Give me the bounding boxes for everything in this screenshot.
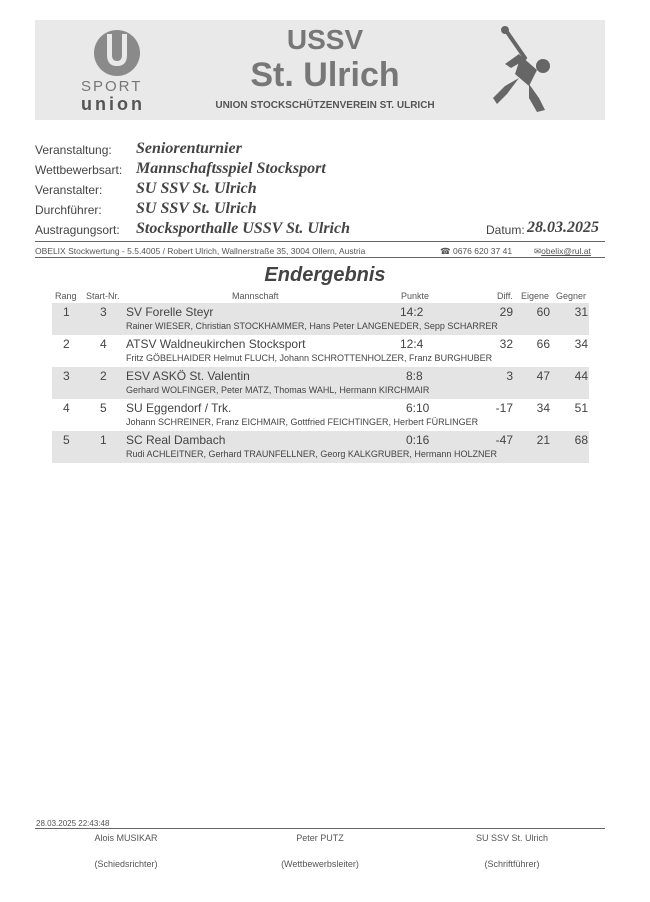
cell-diff: -47 bbox=[495, 433, 513, 447]
cell-team: ATSV Waldneukirchen Stocksport bbox=[126, 337, 306, 351]
cell-rang: 1 bbox=[63, 305, 70, 319]
print-timestamp: 28.03.2025 22:43:48 bbox=[36, 819, 110, 828]
signature-line bbox=[35, 828, 605, 829]
table-row bbox=[52, 399, 589, 431]
logo-sport-text: SPORT bbox=[81, 78, 143, 95]
cell-punkte: 0:16 bbox=[406, 433, 430, 447]
signature-name-secretary: SU SSV St. Ulrich bbox=[475, 833, 549, 843]
cell-players: Fritz GÖBELHAIDER Helmut FLUCH, Johann SCHROTTENHOLZER, Franz BURGHUBER bbox=[126, 353, 493, 363]
club-full-name: UNION STOCKSCHÜTZENVEREIN ST. ULRICH bbox=[215, 100, 435, 111]
club-short-name: USSV bbox=[286, 24, 364, 55]
cell-players: Gerhard WOLFINGER, Peter MATZ, Thomas WAHL, Hermann KIRCHMAIR bbox=[126, 385, 430, 395]
club-name: St. Ulrich bbox=[250, 56, 400, 94]
sport-union-logo-icon bbox=[93, 28, 141, 78]
cell-players: Rudi ACHLEITNER, Gerhard TRAUNFELLNER, Georg KALKGRUBER, Hermann HOLZNER bbox=[126, 449, 497, 459]
cell-eigene: 21 bbox=[536, 433, 550, 447]
col-header-eigene: Eigene bbox=[521, 291, 550, 301]
cell-diff: 29 bbox=[499, 305, 513, 319]
col-header-diff: Diff. bbox=[497, 291, 513, 301]
cell-diff: 3 bbox=[506, 369, 513, 383]
table-row bbox=[52, 431, 589, 463]
cell-rang: 5 bbox=[63, 433, 70, 447]
info-label: Veranstaltung: bbox=[35, 143, 112, 157]
table-row bbox=[52, 303, 589, 335]
date-value: 28.03.2025 bbox=[527, 219, 599, 236]
info-value: Stocksporthalle USSV St. Ulrich bbox=[136, 220, 350, 237]
phone-number: 0676 620 37 41 bbox=[452, 246, 513, 256]
phone-contact bbox=[440, 246, 512, 257]
cell-team: SU Eggendorf / Trk. bbox=[126, 401, 232, 415]
signature-name-referee: Alois MUSIKAR bbox=[94, 833, 158, 843]
logo-union-text: union bbox=[81, 94, 145, 114]
cell-start: 5 bbox=[100, 401, 107, 415]
stock-player-icon bbox=[485, 24, 560, 114]
info-label: Durchführer: bbox=[35, 203, 102, 217]
divider bbox=[35, 241, 605, 242]
cell-punkte: 8:8 bbox=[406, 369, 423, 383]
cell-diff: -17 bbox=[495, 401, 513, 415]
results-title: Endergebnis bbox=[264, 264, 386, 286]
cell-rang: 2 bbox=[63, 337, 70, 351]
cell-team: SV Forelle Steyr bbox=[126, 305, 214, 319]
info-value: SU SSV St. Ulrich bbox=[136, 180, 257, 197]
col-header-team: Mannschaft bbox=[232, 291, 279, 301]
col-header-punkte: Punkte bbox=[401, 291, 430, 301]
cell-players: Johann SCHREINER, Franz EICHMAIR, Gottfried FEICHTINGER, Herbert FÜRLINGER bbox=[126, 417, 479, 427]
cell-rang: 4 bbox=[63, 401, 70, 415]
signature-role-competition-lead: (Wettbewerbsleiter) bbox=[281, 859, 359, 869]
signature-name-competition-lead: Peter PUTZ bbox=[296, 833, 344, 843]
divider bbox=[35, 257, 605, 258]
email-contact[interactable] bbox=[534, 246, 591, 257]
info-label: Wettbewerbsart: bbox=[35, 163, 123, 177]
info-label: Veranstalter: bbox=[35, 183, 103, 197]
cell-start: 2 bbox=[100, 369, 107, 383]
cell-punkte: 12:4 bbox=[400, 337, 424, 351]
signature-role-secretary: (Schriftführer) bbox=[484, 859, 540, 869]
col-header-rang: Rang bbox=[55, 291, 77, 301]
mail-icon: ✉ bbox=[534, 246, 542, 256]
cell-gegner: 31 bbox=[574, 305, 588, 319]
cell-start: 4 bbox=[100, 337, 107, 351]
cell-team: ESV ASKÖ St. Valentin bbox=[126, 369, 250, 383]
cell-diff: 32 bbox=[499, 337, 513, 351]
date-label: Datum: bbox=[486, 223, 525, 237]
cell-gegner: 44 bbox=[574, 369, 588, 383]
cell-gegner: 34 bbox=[574, 337, 588, 351]
table-row bbox=[52, 367, 589, 399]
signature-role-referee: (Schiedsrichter) bbox=[94, 859, 158, 869]
col-header-start: Start-Nr. bbox=[86, 291, 120, 301]
cell-start: 1 bbox=[100, 433, 107, 447]
cell-team: SC Real Dambach bbox=[126, 433, 226, 447]
header-banner bbox=[35, 20, 605, 120]
cell-punkte: 6:10 bbox=[406, 401, 430, 415]
info-label: Austragungsort: bbox=[35, 223, 120, 237]
cell-eigene: 66 bbox=[536, 337, 550, 351]
info-value: Seniorenturnier bbox=[136, 140, 242, 157]
table-row bbox=[52, 335, 589, 367]
cell-punkte: 14:2 bbox=[400, 305, 424, 319]
cell-start: 3 bbox=[100, 305, 107, 319]
cell-rang: 3 bbox=[63, 369, 70, 383]
col-header-gegner: Gegner bbox=[556, 291, 587, 301]
cell-players: Rainer WIESER, Christian STOCKHAMMER, Hans Peter LANGENEDER, Sepp SCHARRER bbox=[126, 321, 498, 331]
info-value: SU SSV St. Ulrich bbox=[136, 200, 257, 217]
cell-eigene: 47 bbox=[536, 369, 550, 383]
email-link[interactable]: obelix@rul.at bbox=[541, 246, 591, 256]
cell-gegner: 51 bbox=[574, 401, 588, 415]
cell-gegner: 68 bbox=[574, 433, 588, 447]
cell-eigene: 34 bbox=[536, 401, 550, 415]
cell-eigene: 60 bbox=[536, 305, 550, 319]
phone-icon: ☎ bbox=[440, 246, 451, 256]
software-credit: OBELIX Stockwertung - 5.5.4005 / Robert Ulrich, Wallnerstraße 35, 3004 Ollern, Austria bbox=[35, 246, 366, 256]
info-value: Mannschaftsspiel Stocksport bbox=[136, 160, 326, 177]
